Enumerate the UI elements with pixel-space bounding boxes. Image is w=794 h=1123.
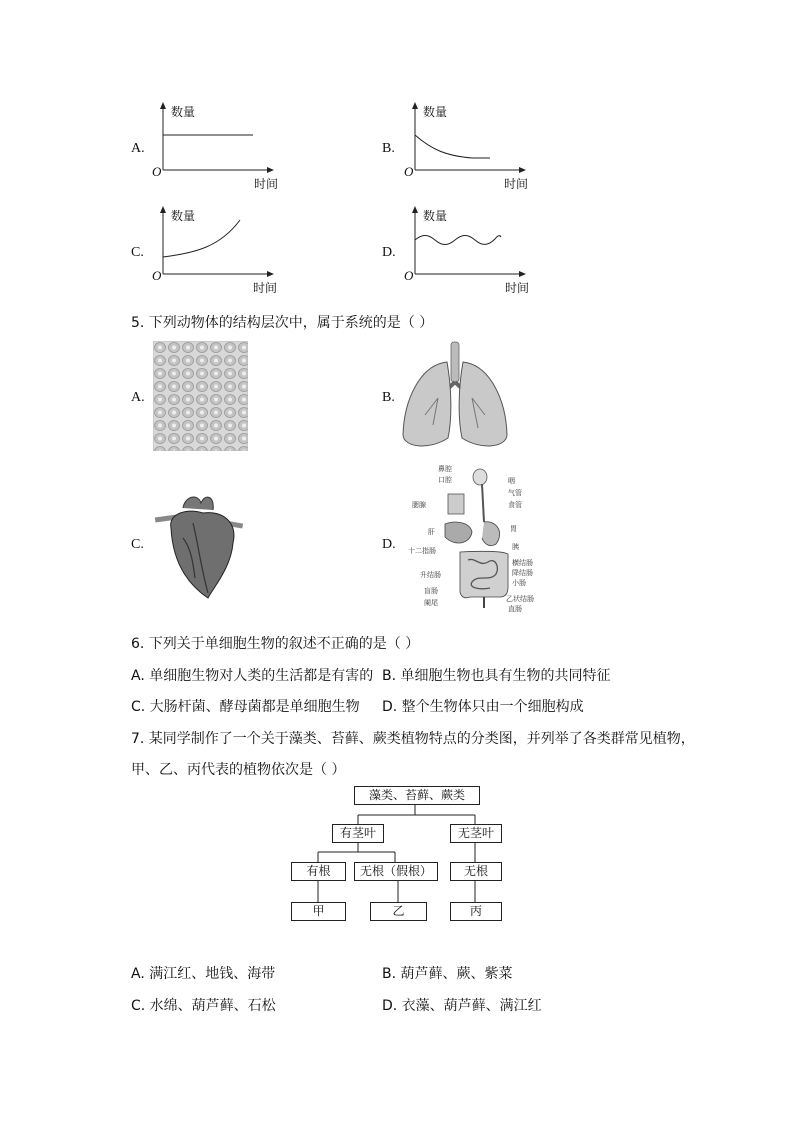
q6-option-d[interactable]: D. 整个生物体只由一个细胞构成 [382,699,584,715]
diagram-has-stem-box: 有茎叶 [332,824,384,843]
y-axis-label: 数量 [171,209,196,223]
heart-svg [153,488,248,600]
q6-stem: 6. 下列关于单细胞生物的叙述不正确的是（ ） [131,636,420,652]
option-label: C. [131,245,144,260]
option-label: D. [382,245,396,260]
digestive-label: 鼻腔 [438,465,452,473]
q5-stem: 5. 下列动物体的结构层次中，属于系统的是（ ） [131,315,434,331]
origin-label: O [152,268,162,283]
origin-label: O [404,268,414,283]
digestive-system-image[interactable] [400,462,540,612]
digestive-label: 食管 [508,501,522,509]
q7-option-b[interactable]: B. 葫芦藓、蕨、紫菜 [382,966,513,982]
option-label: A. [131,141,145,156]
digestive-label: 盲肠 [424,587,438,595]
diagram-yi-box: 乙 [370,902,427,921]
graph-c [150,204,300,295]
graph-b [402,100,552,191]
q6-option-b[interactable]: B. 单细胞生物也具有生物的共同特征 [382,668,611,684]
graph-curve [415,236,501,245]
digestive-label: 胰 [512,543,519,551]
digestive-label: 胃 [510,525,517,533]
digestive-label: 乙状结肠 [506,595,534,603]
q5-option-d-label[interactable]: D. [382,537,396,552]
x-axis-label: 时间 [254,177,279,191]
q7-stem-line2: 甲、乙、丙代表的植物依次是（ ） [131,762,346,778]
digestive-label: 直肠 [508,605,522,613]
origin-label: O [152,164,162,179]
diagram-jia-box: 甲 [291,902,346,921]
digestive-label: 升结肠 [420,571,441,579]
digestive-label: 降结肠 [512,569,533,577]
diagram-has-root-box: 有根 [291,862,346,881]
q7-option-a[interactable]: A. 满江红、地钱、海带 [131,966,276,982]
option-label: B. [382,141,395,156]
heart-image[interactable] [153,488,248,600]
y-axis-label: 数量 [423,209,448,223]
q7-stem-line1: 7. 某同学制作了一个关于藻类、苔藓、蕨类植物特点的分类图，并列举了各类群常见植物， [131,731,695,747]
q6-option-c[interactable]: C. 大肠杆菌、酵母菌都是单细胞生物 [131,699,360,715]
tissue-svg [153,341,248,451]
digestive-label: 口腔 [438,476,452,484]
graph-d [402,204,552,295]
classification-diagram [280,782,520,927]
graph-curve [415,135,490,158]
digestive-label: 十二指肠 [408,547,436,555]
digestive-label: 小肠 [512,579,526,587]
graph-curve [163,220,240,257]
x-axis-label: 时间 [505,281,530,295]
lungs-image[interactable] [400,340,510,452]
q7-option-c[interactable]: C. 水绵、葫芦藓、石松 [131,998,276,1014]
q5-option-b-label[interactable]: B. [382,390,395,405]
x-axis-label: 时间 [253,281,278,295]
q7-option-d[interactable]: D. 衣藻、葫芦藓、满江红 [382,998,542,1014]
digestive-label: 咽 [508,477,515,485]
x-axis-label: 时间 [504,177,529,191]
q6-option-a[interactable]: A. 单细胞生物对人类的生活都是有害的 [131,668,374,684]
q5-option-a-label[interactable]: A. [131,390,145,405]
digestive-label: 腮腺 [412,501,426,509]
diagram-no-stem-box: 无茎叶 [450,824,502,843]
diagram-no-root-box: 无根 [450,862,502,881]
diagram-bing-box: 丙 [450,902,502,921]
digestive-label: 横结肠 [512,559,533,567]
digestive-label: 阑尾 [424,599,438,607]
graph-a [150,100,300,191]
q5-option-c-label[interactable]: C. [131,537,144,552]
digestive-svg [400,462,540,612]
digestive-label: 肝 [428,528,435,536]
digestive-label: 气管 [508,489,522,497]
lungs-svg [400,340,510,452]
diagram-root-box: 藻类、苔藓、蕨类 [354,786,480,805]
diagram-fake-root-box: 无根（假根） [354,862,438,881]
y-axis-label: 数量 [171,105,196,119]
origin-label: O [404,164,414,179]
epithelial-tissue-image[interactable] [153,341,248,451]
y-axis-label: 数量 [423,105,448,119]
